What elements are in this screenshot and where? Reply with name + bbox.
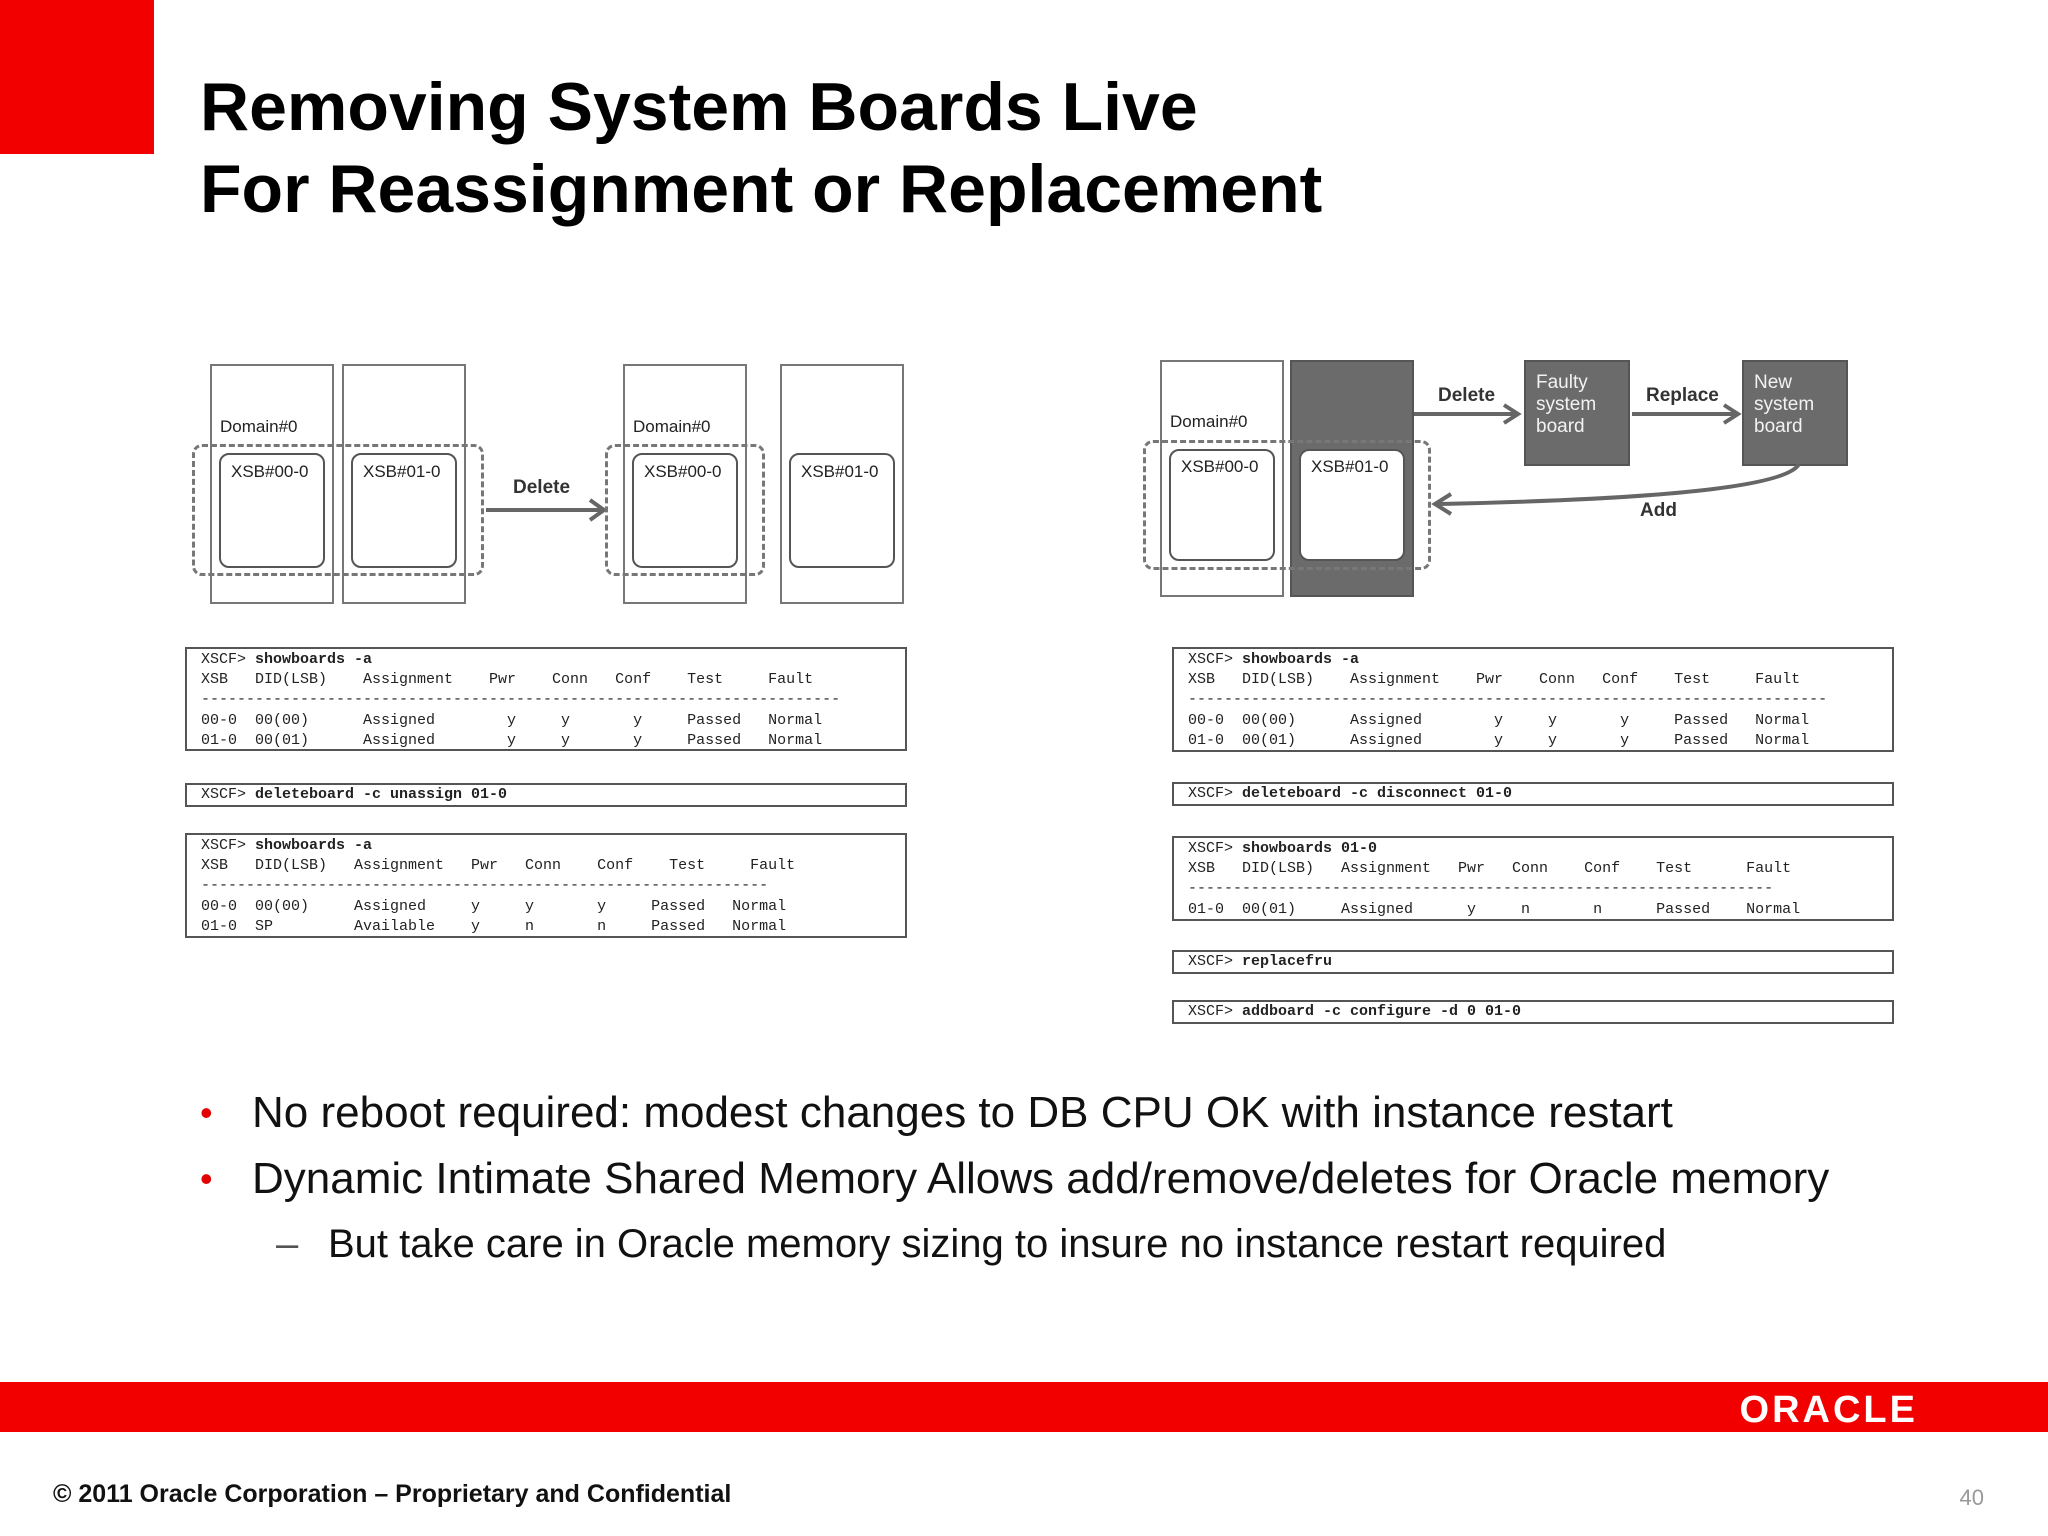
right-cli-replacefru — [1172, 950, 1894, 974]
sub-bullet-dash-icon: – — [276, 1222, 299, 1266]
faulty-line-1: Faulty — [1536, 372, 1588, 393]
cli-row: 00-0 00(00) Assigned y y y Passed Normal — [201, 712, 823, 729]
xsb-label-r2: XSB#01-0 — [1311, 457, 1389, 476]
faulty-line-3: board — [1536, 416, 1585, 437]
bullet-text-1: No reboot required: modest changes to DB CPU OK with instance restart — [252, 1088, 1673, 1137]
xsb-label-b2: XSB#01-0 — [801, 462, 879, 481]
cli-row: 01-0 00(01) Assigned y y y Passed Normal — [1188, 732, 1810, 749]
title-line-2: For Reassignment or Replacement — [200, 151, 1323, 227]
bullet-icon: • — [200, 1092, 213, 1133]
cli-command: deleteboard -c unassign 01-0 — [255, 786, 508, 803]
cli-row: 01-0 00(01) Assigned y n n Passed Normal — [1188, 901, 1801, 918]
replace-label: Replace — [1646, 385, 1719, 406]
cli-command: addboard -c configure -d 0 01-0 — [1242, 1003, 1522, 1020]
domain-label-a: Domain#0 — [220, 417, 298, 436]
cli-prompt-line — [201, 786, 507, 804]
right-cli-showboards-1 — [1172, 647, 1894, 752]
right-cli-showboards-2 — [1172, 836, 1894, 921]
cli-command: showboards -a — [1242, 651, 1360, 668]
delete-arrow-r-icon — [1412, 403, 1524, 427]
cli-prompt-line — [201, 837, 372, 855]
domain-label-b: Domain#0 — [633, 417, 711, 436]
cli-prompt: XSCF> — [1188, 840, 1243, 857]
cli-command: showboards 01-0 — [1242, 840, 1378, 857]
cli-separator: --------------------------------------------------------------- — [201, 877, 769, 894]
bullet-icon: • — [200, 1158, 213, 1199]
xsb-label-r1: XSB#00-0 — [1181, 457, 1259, 476]
replace-arrow-icon — [1630, 403, 1744, 427]
cli-prompt: XSCF> — [201, 837, 256, 854]
cli-prompt: XSCF> — [201, 786, 256, 803]
cli-row: 00-0 00(00) Assigned y y y Passed Normal — [201, 898, 787, 915]
cli-separator: ----------------------------------------------------------------------- — [201, 691, 841, 708]
domain-label-r: Domain#0 — [1170, 412, 1248, 431]
xsb-label-a2: XSB#01-0 — [363, 462, 441, 481]
cli-prompt-line — [1188, 840, 1377, 858]
brand-red-square — [0, 0, 154, 154]
title-line-1: Removing System Boards Live — [200, 69, 1198, 145]
right-cli-deleteboard — [1172, 782, 1894, 806]
new-line-3: board — [1754, 416, 1803, 437]
right-cli-addboard — [1172, 1000, 1894, 1024]
cli-prompt-line — [201, 651, 372, 669]
left-cli-showboards-2 — [185, 833, 907, 938]
cli-separator: ----------------------------------------------------------------------- — [1188, 691, 1828, 708]
new-board-box — [1742, 360, 1848, 466]
cli-row: 00-0 00(00) Assigned y y y Passed Normal — [1188, 712, 1810, 729]
cli-prompt: XSCF> — [1188, 651, 1243, 668]
bullet-text-2: Dynamic Intimate Shared Memory Allows add/remove/deletes for Oracle memory — [252, 1154, 1830, 1203]
cli-command: replacefru — [1242, 953, 1333, 970]
left-cli-showboards-1 — [185, 647, 907, 751]
faulty-line-2: system — [1536, 394, 1597, 415]
cli-row: 01-0 00(01) Assigned y y y Passed Normal — [201, 732, 823, 749]
page-number: 40 — [1959, 1485, 1984, 1510]
cli-separator: ----------------------------------------------------------------- — [1188, 880, 1774, 897]
cli-prompt: XSCF> — [201, 651, 256, 668]
slide-title — [200, 66, 1322, 230]
cli-prompt: XSCF> — [1188, 1003, 1243, 1020]
cli-command: showboards -a — [255, 651, 373, 668]
cli-prompt-line — [1188, 1003, 1521, 1021]
cli-header: XSB DID(LSB) Assignment Pwr Conn Conf Test Fault — [201, 857, 796, 874]
cli-header: XSB DID(LSB) Assignment Pwr Conn Conf Test Fault — [1188, 671, 1801, 688]
xsb-label-a1: XSB#00-0 — [231, 462, 309, 481]
add-arrow-icon — [1425, 460, 1805, 520]
cli-command: deleteboard -c disconnect 01-0 — [1242, 785, 1513, 802]
cli-prompt: XSCF> — [1188, 953, 1243, 970]
delete-arrow-label: Delete — [513, 477, 571, 498]
oracle-logo: ORACLE — [1739, 1389, 1918, 1431]
cli-header: XSB DID(LSB) Assignment Pwr Conn Conf Test Fault — [1188, 860, 1792, 877]
copyright-text: © 2011 Oracle Corporation – Proprietary and Confidential — [53, 1480, 732, 1508]
cli-row: 01-0 SP Available y n n Passed Normal — [201, 918, 787, 935]
xsb-label-b1: XSB#00-0 — [644, 462, 722, 481]
cli-command: showboards -a — [255, 837, 373, 854]
cli-prompt-line — [1188, 953, 1332, 971]
faulty-board-box — [1524, 360, 1630, 466]
cli-header: XSB DID(LSB) Assignment Pwr Conn Conf Test Fault — [201, 671, 814, 688]
new-line-1: New — [1754, 372, 1793, 393]
cli-prompt: XSCF> — [1188, 785, 1243, 802]
new-line-2: system — [1754, 394, 1815, 415]
sub-bullet-text-1: But take care in Oracle memory sizing to insure no instance restart required — [328, 1222, 1667, 1266]
add-label: Add — [1640, 500, 1677, 521]
delete-label-r: Delete — [1438, 385, 1496, 406]
cli-prompt-line — [1188, 785, 1512, 803]
left-cli-deleteboard — [185, 783, 907, 807]
cli-prompt-line — [1188, 651, 1359, 669]
delete-arrow-icon — [484, 497, 612, 527]
